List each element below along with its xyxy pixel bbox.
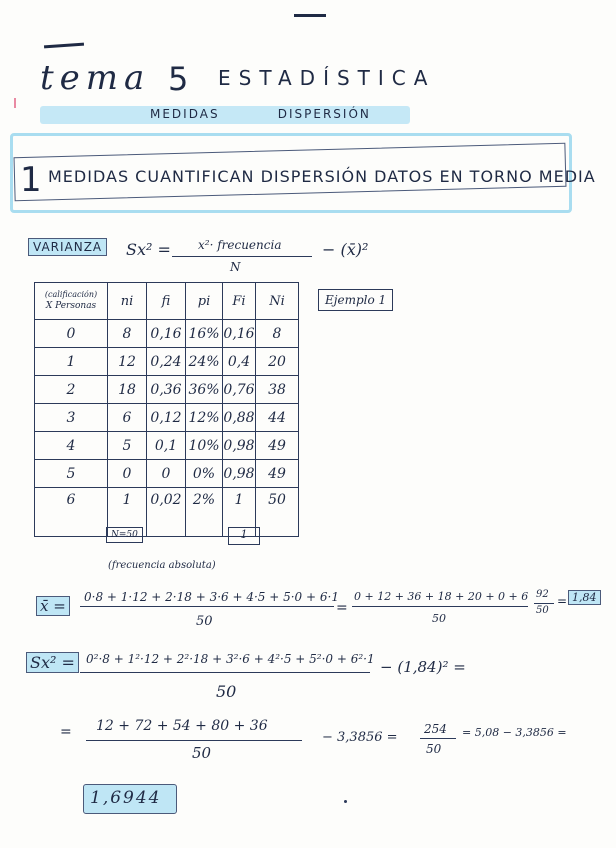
- cell: 5: [35, 460, 108, 488]
- varianza-lhs: Sx² =: [126, 240, 171, 259]
- cell: 20: [256, 348, 299, 376]
- section-number: 1: [20, 160, 42, 200]
- header-ni: ni: [108, 283, 147, 320]
- mean-eq2-numerator: 0 + 12 + 36 + 18 + 20 + 0 + 6: [354, 590, 529, 603]
- mean-fraction-line: [80, 606, 334, 607]
- variance2-numerator: 12 + 72 + 54 + 80 + 36: [96, 718, 268, 734]
- mean-numerator: 0·8 + 1·12 + 2·18 + 3·6 + 4·5 + 5·0 + 6·1: [84, 590, 339, 604]
- cell: 0,36: [147, 376, 186, 404]
- left-margin-mark: [14, 98, 16, 108]
- cell: 0: [108, 460, 147, 488]
- cell: 6: [108, 404, 147, 432]
- cell: 49: [256, 460, 299, 488]
- cell: 44: [256, 404, 299, 432]
- variance2-frac2-denominator: 50: [426, 742, 442, 756]
- cell: 10%: [186, 432, 223, 460]
- cell: 2: [35, 376, 108, 404]
- ejemplo-label: Ejemplo 1: [318, 289, 393, 311]
- title-tema: tema: [40, 58, 151, 98]
- cell: 12: [108, 348, 147, 376]
- subtitle: [150, 107, 371, 121]
- table-row: [35, 460, 299, 488]
- cell: 1: [35, 348, 108, 376]
- frequency-table: [34, 282, 299, 537]
- variance-symbol: Sx² =: [26, 652, 79, 673]
- mean-equals-2: =: [557, 594, 568, 608]
- cell: 0,4: [223, 348, 256, 376]
- header-x: [35, 283, 108, 320]
- table-row: [35, 348, 299, 376]
- mean-equals: =: [336, 600, 348, 616]
- cell: 0,16: [223, 320, 256, 348]
- mean-eq2-denominator: 50: [432, 612, 446, 625]
- header-Fi: Fi: [223, 283, 256, 320]
- f-total-box: 1: [228, 527, 260, 545]
- cell: 0,02: [147, 488, 186, 537]
- cell: 4: [35, 432, 108, 460]
- cell: 18: [108, 376, 147, 404]
- mean-denominator: 50: [196, 614, 213, 629]
- cell: 3: [35, 404, 108, 432]
- cell: 0,98: [223, 460, 256, 488]
- stray-dot: [344, 800, 347, 803]
- varianza-fraction-line: [172, 256, 312, 257]
- cell: 0%: [186, 460, 223, 488]
- mean-eq3-fraction-line: [534, 603, 554, 604]
- cell: 6: [35, 488, 108, 537]
- header-pi: pi: [186, 283, 223, 320]
- cell: 5: [108, 432, 147, 460]
- table-row: [35, 320, 299, 348]
- variance-denominator: 50: [216, 682, 237, 701]
- header-Ni: Ni: [256, 283, 299, 320]
- cell: 1: [108, 488, 147, 537]
- variance2-minus: − 3,3856 =: [322, 730, 398, 745]
- cell: 49: [256, 432, 299, 460]
- cell: 8: [256, 320, 299, 348]
- variance-result: 1,6944: [90, 788, 162, 808]
- cell: 1: [223, 488, 256, 537]
- cell: 0: [147, 460, 186, 488]
- table-row: [35, 376, 299, 404]
- cell: 0,16: [147, 320, 186, 348]
- subtitle-part-1: MEDIDAS: [150, 107, 220, 121]
- variance2-fraction-line: [86, 740, 302, 741]
- mean-result: 1,84: [568, 590, 601, 605]
- cell: 2%: [186, 488, 223, 537]
- section-heading: MEDIDAS CUANTIFICAN DISPERSIÓN DATOS EN TORNO MEDIA: [48, 167, 596, 186]
- variance-fraction-line: [80, 672, 370, 673]
- header-x-top: (calificación): [44, 290, 98, 299]
- header-x-bottom: X Personas: [45, 301, 97, 311]
- mean-eq3-denominator: 50: [536, 605, 549, 616]
- varianza-denominator: N: [230, 260, 241, 274]
- header-fi: fi: [147, 283, 186, 320]
- cell: 0,98: [223, 432, 256, 460]
- variance2-frac2-numerator: 254: [424, 722, 447, 736]
- variance2-equals: =: [60, 724, 72, 740]
- cell: 0,1: [147, 432, 186, 460]
- subtitle-part-2: DISPERSIÓN: [277, 107, 371, 121]
- absolute-frequency-note: (frecuencia absoluta): [108, 560, 216, 571]
- top-dash: [294, 14, 326, 17]
- cell: 16%: [186, 320, 223, 348]
- table-row: [35, 404, 299, 432]
- title-t-cross: [44, 43, 84, 49]
- cell: 8: [108, 320, 147, 348]
- cell: 36%: [186, 376, 223, 404]
- varianza-numerator: x²· frecuencia: [198, 238, 282, 252]
- cell: 12%: [186, 404, 223, 432]
- table-header-row: [35, 283, 299, 320]
- n-total-box: N=50: [106, 527, 143, 543]
- title-number: 5: [168, 60, 197, 98]
- mean-eq2-fraction-line: [352, 606, 528, 607]
- cell: 50: [256, 488, 299, 537]
- cell: 0,24: [147, 348, 186, 376]
- cell: 0,12: [147, 404, 186, 432]
- cell: 0: [35, 320, 108, 348]
- variance2-rest: = 5,08 − 3,3856 =: [462, 726, 567, 739]
- cell: 0,88: [223, 404, 256, 432]
- table-row: [35, 432, 299, 460]
- variance2-frac2-line: [420, 738, 456, 739]
- variance-tail: − (1,84)² =: [380, 658, 466, 676]
- cell: 24%: [186, 348, 223, 376]
- varianza-label: VARIANZA: [28, 238, 107, 256]
- mean-symbol: x̄ =: [36, 596, 70, 616]
- cell: 38: [256, 376, 299, 404]
- variance2-denominator: 50: [192, 744, 212, 762]
- mean-eq3-numerator: 92: [536, 589, 549, 600]
- varianza-tail: − (x̄)²: [322, 240, 369, 259]
- cell: 0,76: [223, 376, 256, 404]
- variance-numerator: 0²·8 + 1²·12 + 2²·18 + 3²·6 + 4²·5 + 5²·0 + 6²·1: [86, 652, 375, 666]
- title-subject: ESTADÍSTICA: [218, 66, 436, 90]
